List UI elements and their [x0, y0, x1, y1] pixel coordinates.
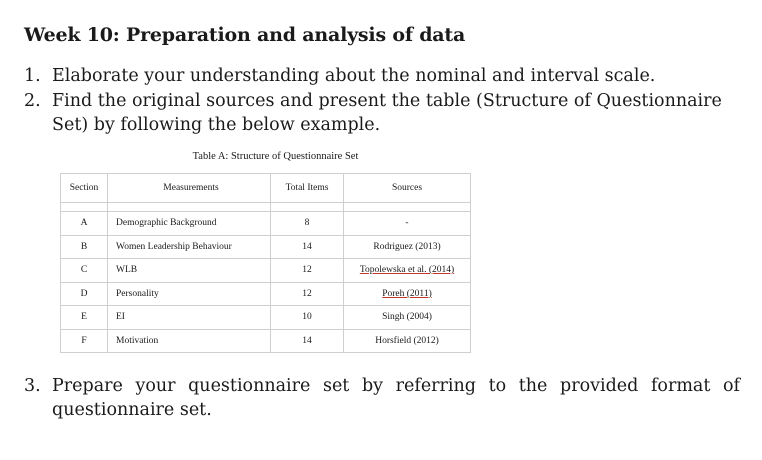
cell-source: Rodriguez (2013) [344, 235, 471, 259]
cell-section: F [61, 329, 108, 353]
cell-measurement: Personality [108, 282, 271, 306]
cell-source: Singh (2004) [344, 306, 471, 330]
header-sources: Sources [344, 174, 471, 203]
cell-section: D [61, 282, 108, 306]
header-section: Section [61, 174, 108, 203]
list-text: Prepare your questionnaire set by referring to the provided format of questionnaire set. [52, 376, 740, 420]
cell-total-items: 14 [271, 235, 344, 259]
header-total-items: Total Items [271, 174, 344, 203]
list-number: 3. [24, 376, 41, 396]
cell-total-items: 8 [271, 212, 344, 236]
cell-measurement: EI [108, 306, 271, 330]
cell-section: B [61, 235, 108, 259]
table-row [61, 235, 471, 259]
cell-section: E [61, 306, 108, 330]
questionnaire-structure-table [60, 173, 471, 353]
list-text: Elaborate your understanding about the nominal and interval scale. [52, 66, 656, 86]
cell-measurement: Demographic Background [108, 212, 271, 236]
table-row [61, 212, 471, 236]
cell-source: Poreh (2011) [344, 282, 471, 306]
cell-total-items: 14 [271, 329, 344, 353]
page-title: Week 10: Preparation and analysis of data [24, 24, 466, 46]
table-row [61, 329, 471, 353]
table-header-row [61, 174, 471, 203]
list-text: Find the original sources and present the table (Structure of Questionnaire Set) by following the below example. [52, 91, 722, 135]
cell-measurement: Motivation [108, 329, 271, 353]
cell-section: A [61, 212, 108, 236]
header-measurements: Measurements [108, 174, 271, 203]
cell-source: - [344, 212, 471, 236]
list-number: 1. [24, 66, 41, 86]
cell-source: Topolewska et al. (2014) [344, 259, 471, 283]
table-spacer [61, 203, 471, 212]
list-number: 2. [24, 91, 41, 111]
table-row [61, 282, 471, 306]
cell-section: C [61, 259, 108, 283]
table-row [61, 259, 471, 283]
cell-source: Horsfield (2012) [344, 329, 471, 353]
table-caption: Table A: Structure of Questionnaire Set [192, 151, 359, 162]
table-row [61, 306, 471, 330]
cell-measurement: Women Leadership Behaviour [108, 235, 271, 259]
cell-measurement: WLB [108, 259, 271, 283]
cell-total-items: 10 [271, 306, 344, 330]
cell-total-items: 12 [271, 259, 344, 283]
cell-total-items: 12 [271, 282, 344, 306]
